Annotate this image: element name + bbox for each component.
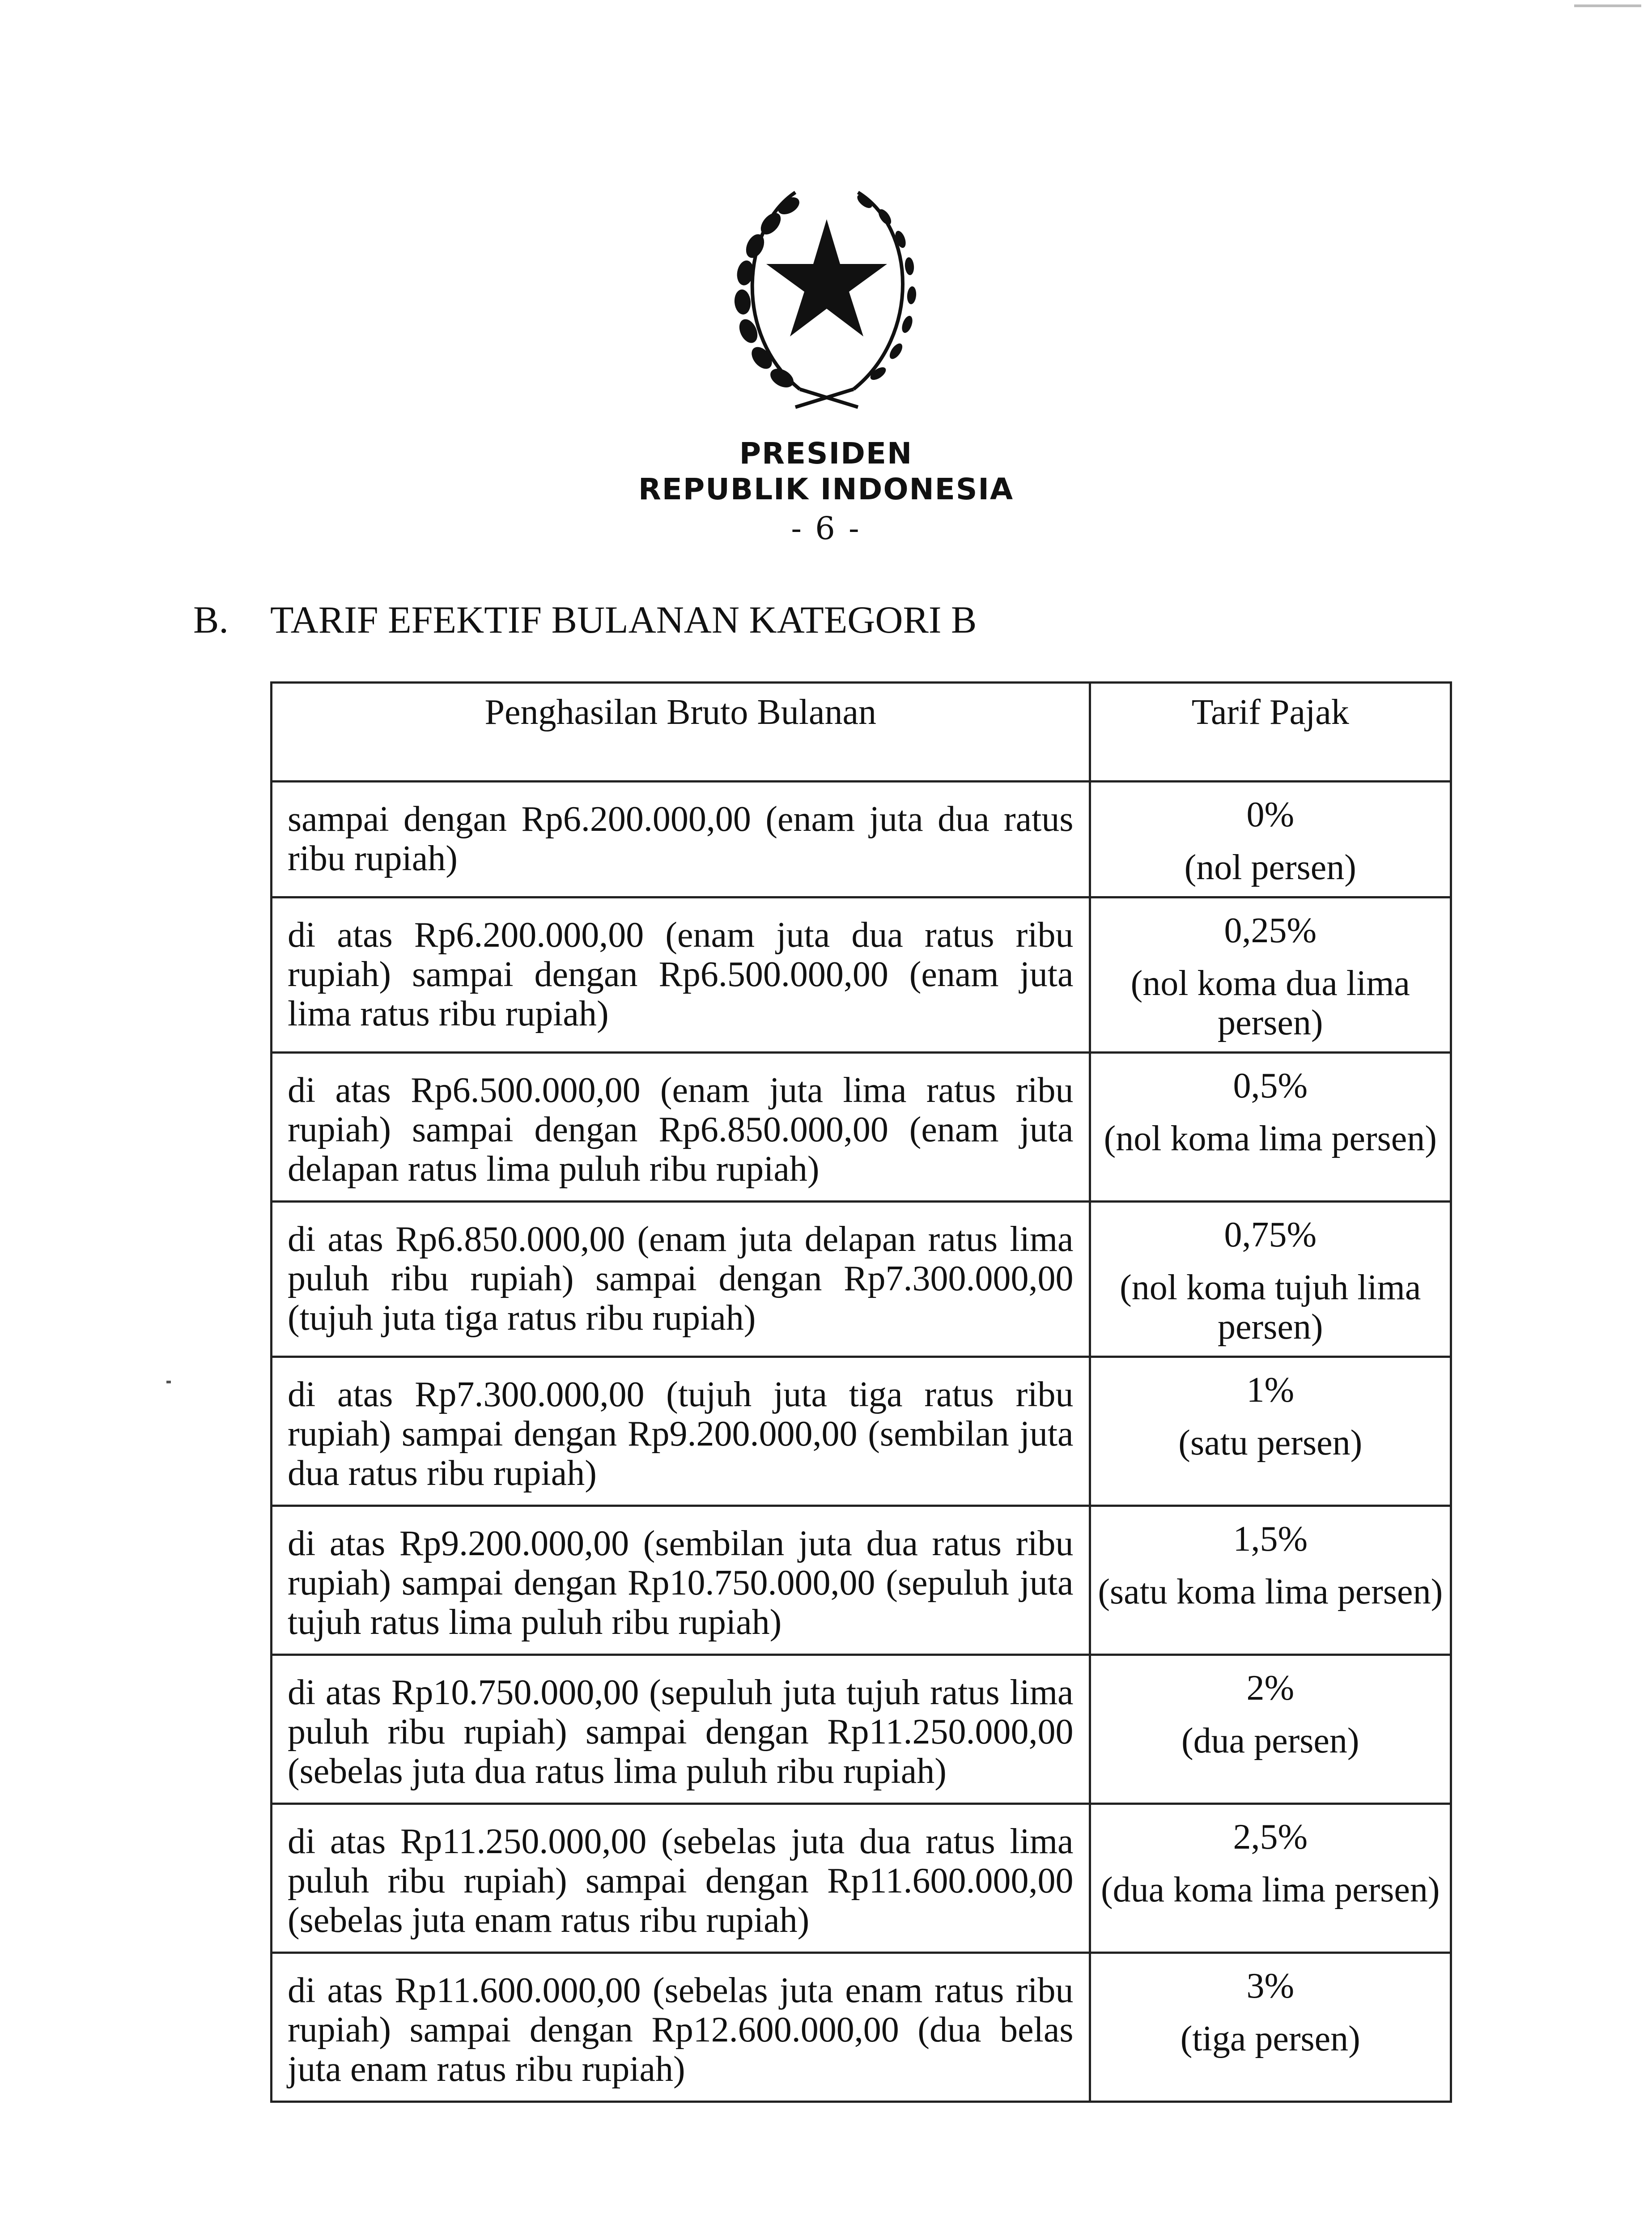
rate-cell [1090, 1357, 1451, 1506]
section-title: TARIF EFEKTIF BULANAN KATEGORI B [270, 598, 977, 641]
table-row [272, 1953, 1451, 2102]
rate-cell [1090, 1953, 1451, 2102]
rate-cell [1090, 782, 1451, 897]
income-range-cell: di atas Rp6.200.000,00 (enam juta dua ratus ribu rupiah) sampai dengan Rp6.500.000,00 (enam juta lima ratus ribu rupiah) [272, 897, 1090, 1053]
rate-cell [1090, 1506, 1451, 1655]
section-letter: B. [193, 598, 229, 641]
rate-cell [1090, 1053, 1451, 1202]
rate-words: (dua koma lima persen) [1101, 1870, 1440, 1910]
table-row [272, 1655, 1451, 1804]
rate-words: (nol koma tujuh lima persen) [1120, 1268, 1421, 1347]
income-range-cell: di atas Rp11.250.000,00 (sebelas juta dua ratus lima puluh ribu rupiah) sampai dengan Rp11.600.000,00 (sebelas juta enam ratus ribu rupiah) [272, 1804, 1090, 1953]
rate-percent: 1,5% [1233, 1519, 1308, 1559]
income-range-cell: di atas Rp6.850.000,00 (enam juta delapan ratus lima puluh ribu rupiah) sampai dengan Rp7.300.000,00 (tujuh juta tiga ratus ribu rupiah) [272, 1202, 1090, 1357]
rate-percent: 0,5% [1233, 1066, 1308, 1106]
income-range-cell: di atas Rp10.750.000,00 (sepuluh juta tujuh ratus lima puluh ribu rupiah) sampai dengan Rp11.250.000,00 (sebelas juta dua ratus lima puluh ribu rupiah) [272, 1655, 1090, 1804]
rate-cell [1090, 897, 1451, 1053]
income-range-cell: sampai dengan Rp6.200.000,00 (enam juta dua ratus ribu rupiah) [272, 782, 1090, 897]
scan-speck [166, 1381, 171, 1383]
rate-percent: 0% [1246, 795, 1295, 834]
income-range-cell: di atas Rp9.200.000,00 (sembilan juta dua ratus ribu rupiah) sampai dengan Rp10.750.000,00 (sepuluh juta tujuh ratus lima puluh ribu rupiah) [272, 1506, 1090, 1655]
section-heading [193, 597, 977, 642]
table-row [272, 1357, 1451, 1506]
rate-percent: 1% [1246, 1370, 1295, 1410]
rate-words: (nol persen) [1184, 848, 1356, 887]
rate-cell [1090, 1655, 1451, 1804]
rate-percent: 2% [1246, 1668, 1295, 1708]
rate-percent: 0,75% [1224, 1215, 1317, 1255]
table-row [272, 1506, 1451, 1655]
rate-words: (dua persen) [1181, 1721, 1359, 1761]
header-presiden: PRESIDEN [739, 436, 913, 471]
column-header-income: Penghasilan Bruto Bulanan [272, 683, 1090, 782]
garuda-star-emblem-icon [710, 174, 943, 425]
table-row [272, 897, 1451, 1053]
column-header-rate: Tarif Pajak [1090, 683, 1451, 782]
income-range-cell: di atas Rp6.500.000,00 (enam juta lima ratus ribu rupiah) sampai dengan Rp6.850.000,00 (enam juta delapan ratus lima puluh ribu rupiah) [272, 1053, 1090, 1202]
page-number: - 6 - [791, 510, 861, 547]
rate-cell [1090, 1804, 1451, 1953]
page-edge-mark [1574, 4, 1641, 7]
table-header-row [272, 683, 1451, 782]
header-republik-indonesia: REPUBLIK INDONESIA [638, 472, 1014, 506]
income-range-cell: di atas Rp7.300.000,00 (tujuh juta tiga ratus ribu rupiah) sampai dengan Rp9.200.000,00 (sembilan juta dua ratus ribu rupiah) [272, 1357, 1090, 1506]
rate-words: (satu koma lima persen) [1098, 1572, 1443, 1612]
tariff-table [270, 681, 1452, 2103]
rate-words: (nol koma lima persen) [1104, 1119, 1437, 1158]
rate-cell [1090, 1202, 1451, 1357]
rate-words: (satu persen) [1178, 1423, 1363, 1463]
rate-words: (nol koma dua lima persen) [1130, 964, 1410, 1042]
income-range-cell: di atas Rp11.600.000,00 (sebelas juta enam ratus ribu rupiah) sampai dengan Rp12.600.000,00 (dua belas juta enam ratus ribu rupiah) [272, 1953, 1090, 2102]
table-row [272, 1202, 1451, 1357]
rate-percent: 3% [1246, 1966, 1295, 2006]
table-row [272, 782, 1451, 897]
table-row [272, 1053, 1451, 1202]
rate-words: (tiga persen) [1180, 2019, 1360, 2058]
rate-percent: 0,25% [1224, 911, 1317, 950]
table-row [272, 1804, 1451, 1953]
rate-percent: 2,5% [1233, 1817, 1308, 1857]
